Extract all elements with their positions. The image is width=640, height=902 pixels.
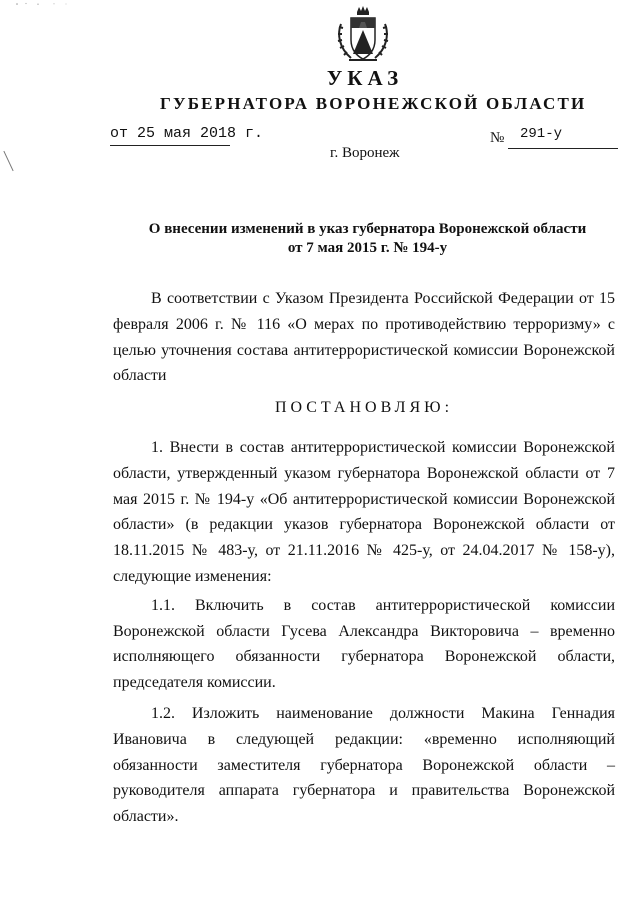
document-city: г. Воронеж bbox=[330, 145, 400, 161]
scan-artifact bbox=[14, 2, 74, 6]
paragraph-1: 1. Внести в состав антитеррористической комиссии Воронежской области, утвержденный указом губернатора Воронежской области от 7 мая 2015 г. № 194-у «Об антитеррористической комиссии Воронежской области» (в редакции указов губернатора Воронежской области от 18.11.2015 № 483-у, от 21.11.2016 № 425-у, от 24.04.2017 № 158-у), следующие изменения: bbox=[113, 438, 615, 585]
document-number bbox=[490, 126, 620, 147]
coat-of-arms-icon bbox=[331, 6, 395, 64]
page-title: УКАЗ bbox=[326, 66, 404, 90]
date-underline bbox=[110, 145, 230, 146]
paragraph-1-1: 1.1. Включить в состав антитеррористической комиссии Воронежской области Гусева Александра Викторовича – временно исполняющего обязанности губернатора Воронежской области, председателя комиссии. bbox=[113, 596, 615, 692]
number-underline bbox=[508, 148, 618, 149]
document-heading bbox=[110, 220, 625, 258]
document-heading-line2: от 7 мая 2015 г. № 194-у bbox=[287, 240, 448, 256]
scan-mark bbox=[3, 151, 13, 171]
decree-heading: ПОСТАНОВЛЯЮ: bbox=[274, 399, 454, 417]
document-date: от 25 мая 2018 г. bbox=[110, 125, 264, 142]
number-value: 291-у bbox=[520, 126, 563, 142]
document-body bbox=[113, 286, 615, 830]
paragraph-1-2: 1.2. Изложить наименование должности Макина Геннадия Ивановича в следующей редакции: «временно исполняющий обязанности заместителя губернатора Воронежской области – руководителя аппарата губернатора и правительства Воронежской области». bbox=[113, 704, 615, 826]
document-heading-line1: О внесении изменений в указ губернатора Воронежской области bbox=[148, 221, 587, 237]
page-subtitle: ГУБЕРНАТОРА ВОРОНЕЖСКОЙ ОБЛАСТИ bbox=[160, 94, 587, 113]
intro-paragraph: В соответствии с Указом Президента Российской Федерации от 15 февраля 2006 г. № 116 «О мерах по противодействию терроризму» с целью уточнения состава антитеррористической комиссии Воронежской области bbox=[113, 290, 615, 385]
number-sign: № bbox=[490, 130, 505, 146]
